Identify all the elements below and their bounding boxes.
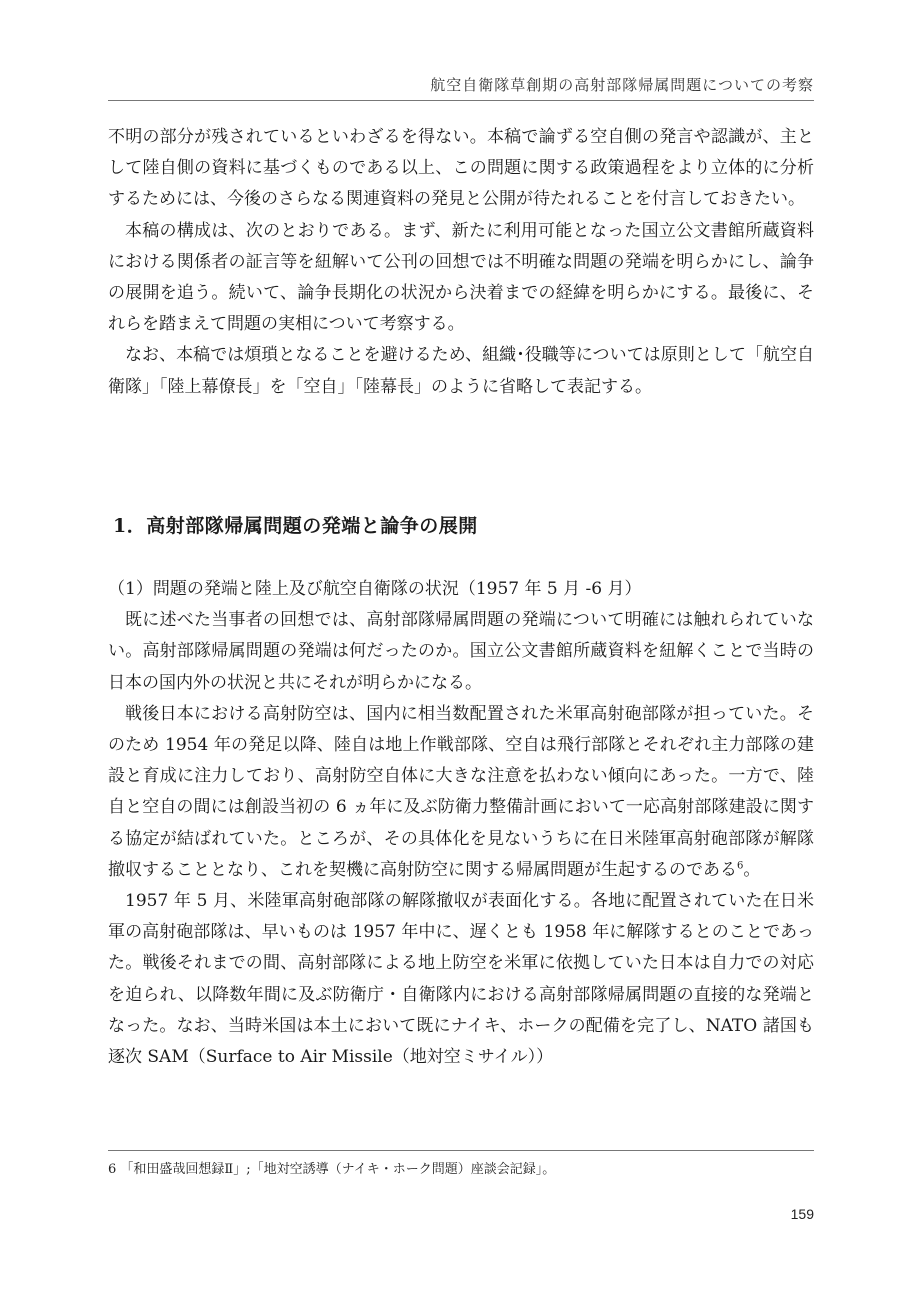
subsection-heading: （1）問題の発端と陸上及び航空自衛隊の状況（1957 年 5 月 -6 月） [108,579,642,599]
header-divider [108,100,814,101]
intro-body [108,122,814,403]
footnote-ref[interactable]: 6 [737,860,744,872]
intro-paragraph-1: 不明の部分が残されているといわざるを得ない。本稿で論ずる空自側の発言や認識が、主として陸自側の資料に基づくものである以上、この問題に関する政策過程をより立体的に分析するためには、今後のさらなる関連資料の発見と公開が待たれることを付言しておきたい。 [108,127,814,210]
section-paragraph-1: 既に述べた当事者の回想では、高射部隊帰属問題の発端について明確には触れられていない。高射部隊帰属問題の発端は何だったのか。国立公文書館所蔵資料を紐解くことで当時の日本の国内外の状況と共にそれが明らかになる。 [108,610,814,693]
section-body [108,574,814,1073]
section-heading: 1．高射部隊帰属問題の発端と論争の展開 [113,515,478,537]
running-header: 航空自衛隊草創期の高射部隊帰属問題についての考察 [430,76,814,94]
section-paragraph-3: 1957 年 5 月、米陸軍高射砲部隊の解隊撤収が表面化する。各地に配置されていた在日米軍の高射砲部隊は、早いものは 1957 年中に、遅くとも 1958 年に解隊するとのことであった。戦後それまでの間、高射部隊による地上防空を米軍に依拠していた日本は自力での対応を迫られ、以降数年間に及ぶ防衛庁・自衛隊内における高射部隊帰属問題の直接的な発端となった。なお、当時米国は本土において既にナイキ、ホークの配備を完了し、NATO 諸国も逐次 SAM（Surface to Air Missile（地対空ミサイル）） [108,891,814,1068]
section-paragraph-2-text: 戦後日本における高射防空は、国内に相当数配置された米軍高射砲部隊が担っていた。そのため 1954 年の発足以降、陸自は地上作戦部隊、空自は飛行部隊とそれぞれ主力部隊の建設と育成に注力しており、高射防空自体に大きな注意を払わない傾向にあった。一方で、陸自と空自の間には創設当初の 6 ヵ年に及ぶ防衛力整備計画において一応高射部隊建設に関する協定が結ばれていた。ところが、その具体化を見ないうちに在日米陸軍高射砲部隊が解隊撤収することとなり、これを契機に高射防空に関する帰属問題が生起するのである [108,703,814,880]
footnote-divider [108,1150,814,1151]
intro-paragraph-3: なお、本稿では煩瑣となることを避けるため、組織･役職等については原則として「航空自衛隊」「陸上幕僚長」を「空自」「陸幕長」のように省略して表記する。 [108,345,814,397]
page-number: 159 [790,1206,814,1222]
footnote: 6 「和田盛哉回想録Ⅱ」;「地対空誘導（ナイキ・ホーク問題）座談会記録」。 [108,1162,556,1177]
section-paragraph-2-end: 。 [743,859,761,880]
section-paragraph-2 [108,699,814,886]
intro-paragraph-2: 本稿の構成は、次のとおりである。まず、新たに利用可能となった国立公文書館所蔵資料における関係者の証言等を紐解いて公刊の回想では不明確な問題の発端を明らかにし、論争の展開を追う。続いて、論争長期化の状況から決着までの経緯を明らかにする。最後に、それらを踏まえて問題の実相について考察する。 [108,220,814,335]
